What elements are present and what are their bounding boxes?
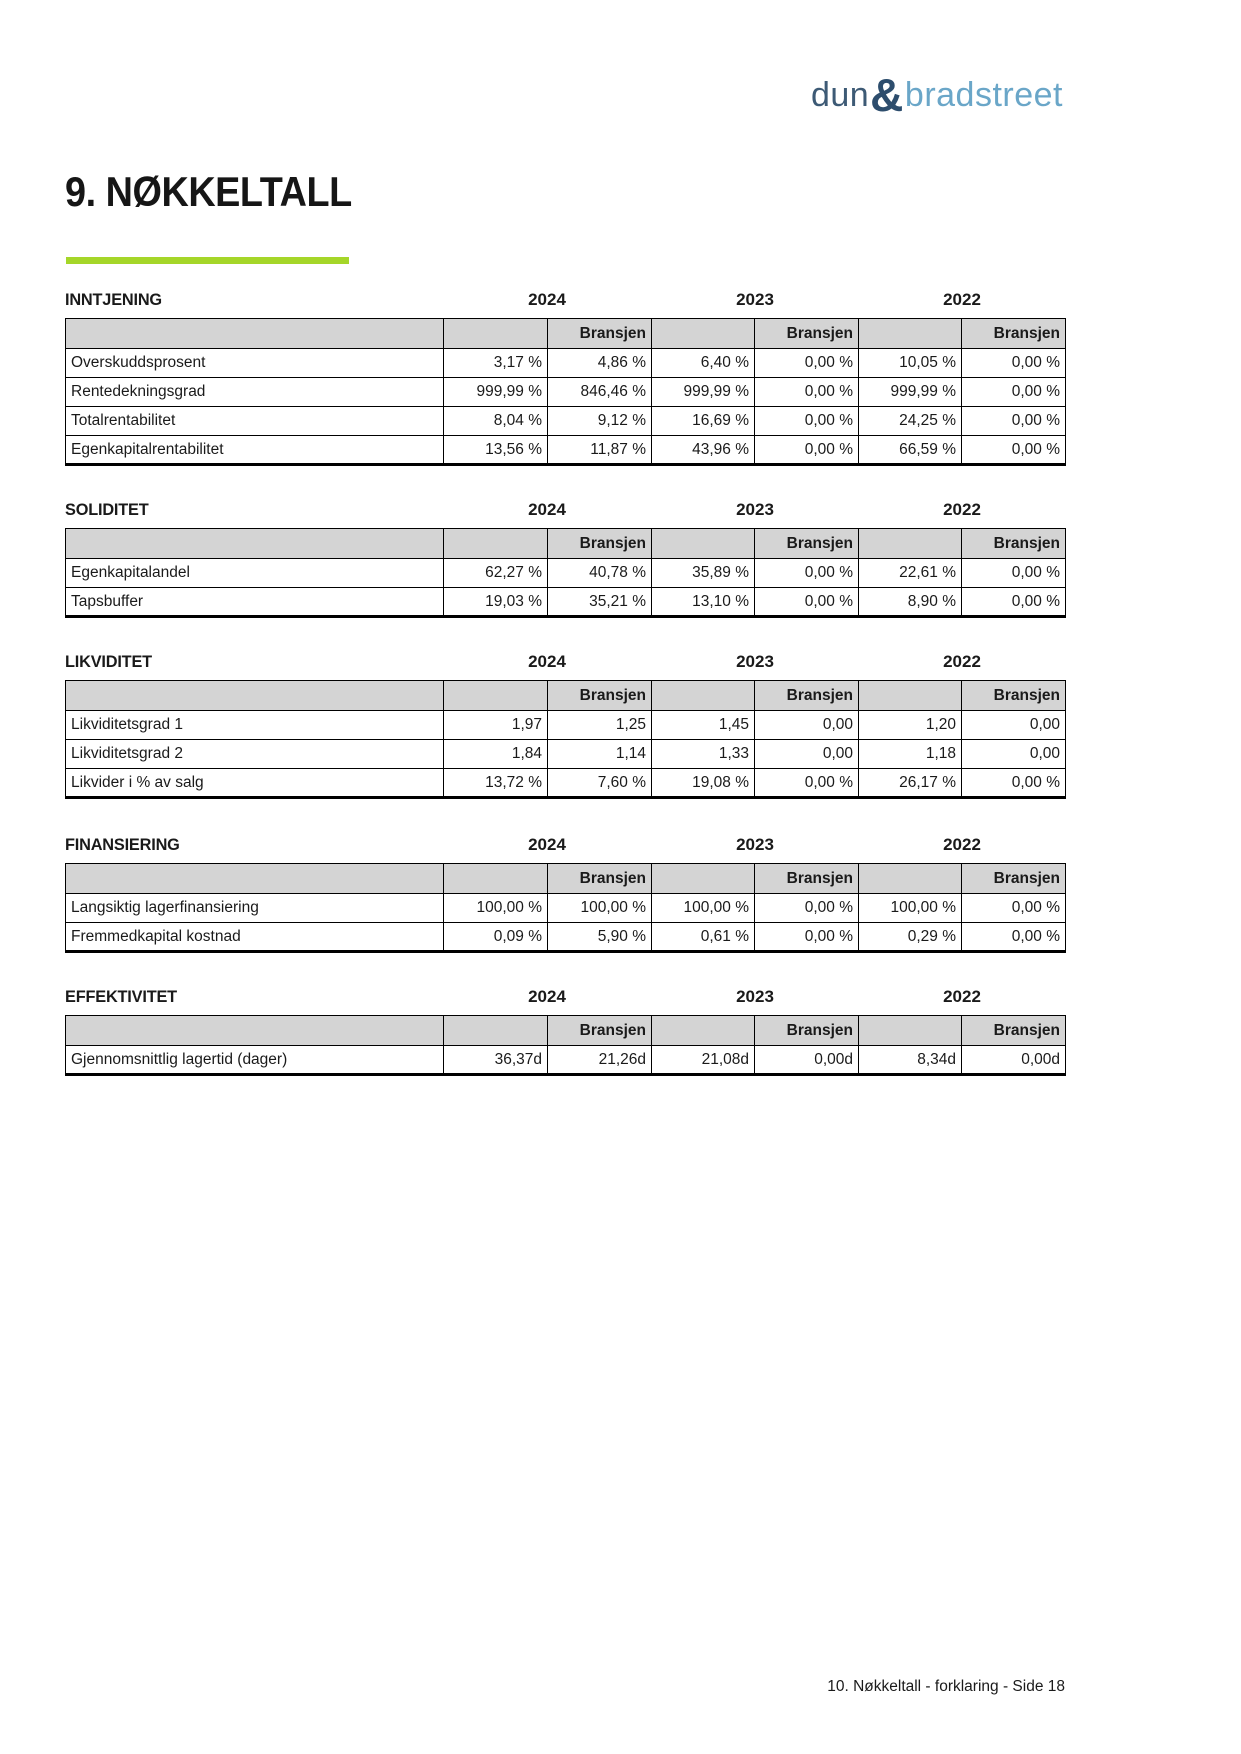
empty-header-cell: [652, 864, 755, 894]
table-row: [66, 711, 1066, 740]
industry-column-header: Bransjen: [962, 529, 1066, 559]
row-value: 8,90 %: [859, 588, 962, 617]
row-value: 100,00 %: [444, 894, 548, 923]
row-value: 0,00: [962, 711, 1066, 740]
logo-bradstreet-text: bradstreet: [904, 76, 1063, 114]
section-title: FINANSIERING: [65, 835, 180, 854]
industry-column-header: Bransjen: [962, 864, 1066, 894]
empty-header-cell: [444, 1016, 548, 1046]
empty-header-cell: [859, 1016, 962, 1046]
section-likviditet: [65, 652, 1065, 799]
section-finansiering: [65, 835, 1065, 953]
row-value: 0,00 %: [755, 349, 859, 378]
key-figures-table: [65, 318, 1066, 466]
table-header-row: [66, 319, 1066, 349]
industry-column-header: Bransjen: [755, 1016, 859, 1046]
table-row: [66, 588, 1066, 617]
row-label: Egenkapitalandel: [66, 559, 444, 588]
row-value: 0,61 %: [652, 923, 755, 952]
key-figures-table: [65, 863, 1066, 953]
table-header-row: [66, 529, 1066, 559]
section-header: [65, 835, 1065, 855]
empty-header-cell: [859, 864, 962, 894]
row-value: 1,84: [444, 740, 548, 769]
row-value: 0,00 %: [755, 769, 859, 798]
row-value: 0,09 %: [444, 923, 548, 952]
year-header: 2024: [528, 500, 566, 519]
table-row: [66, 923, 1066, 952]
year-header: 2024: [528, 835, 566, 854]
section-effektivitet: [65, 987, 1065, 1076]
empty-header-cell: [652, 1016, 755, 1046]
table-row: [66, 407, 1066, 436]
row-label: Overskuddsprosent: [66, 349, 444, 378]
row-label: Gjennomsnittlig lagertid (dager): [66, 1046, 444, 1075]
row-value: 999,99 %: [652, 378, 755, 407]
year-header: 2022: [943, 500, 981, 519]
row-label: Rentedekningsgrad: [66, 378, 444, 407]
logo-dun-text: dun: [810, 76, 870, 114]
year-header: 2024: [528, 987, 566, 1006]
year-header: 2023: [736, 835, 774, 854]
table-row: [66, 740, 1066, 769]
row-value: 1,25: [548, 711, 652, 740]
industry-column-header: Bransjen: [548, 681, 652, 711]
row-value: 5,90 %: [548, 923, 652, 952]
empty-header-cell: [859, 319, 962, 349]
row-value: 11,87 %: [548, 436, 652, 465]
table-header-row: [66, 681, 1066, 711]
row-label: Egenkapitalrentabilitet: [66, 436, 444, 465]
empty-header-cell: [652, 681, 755, 711]
row-value: 36,37d: [444, 1046, 548, 1075]
row-value: 8,34d: [859, 1046, 962, 1075]
page-title: 9. NØKKELTALL: [65, 168, 352, 215]
row-value: 1,20: [859, 711, 962, 740]
row-value: 22,61 %: [859, 559, 962, 588]
row-value: 0,00 %: [962, 923, 1066, 952]
row-value: 0,00: [755, 711, 859, 740]
empty-header-cell: [652, 529, 755, 559]
row-value: 35,21 %: [548, 588, 652, 617]
empty-header-cell: [444, 529, 548, 559]
row-value: 1,14: [548, 740, 652, 769]
row-value: 0,00 %: [962, 378, 1066, 407]
row-label: Likviditetsgrad 1: [66, 711, 444, 740]
year-header: 2023: [736, 290, 774, 309]
row-value: 13,10 %: [652, 588, 755, 617]
row-label: Likvider i % av salg: [66, 769, 444, 798]
row-value: 1,45: [652, 711, 755, 740]
row-value: 8,04 %: [444, 407, 548, 436]
dnb-logo: [811, 68, 1063, 122]
industry-column-header: Bransjen: [755, 681, 859, 711]
industry-column-header: Bransjen: [755, 319, 859, 349]
empty-header-cell: [66, 1016, 444, 1046]
section-header: [65, 652, 1065, 672]
row-value: 0,00: [755, 740, 859, 769]
row-value: 26,17 %: [859, 769, 962, 798]
row-value: 16,69 %: [652, 407, 755, 436]
row-value: 19,03 %: [444, 588, 548, 617]
section-title: SOLIDITET: [65, 500, 149, 519]
row-value: 999,99 %: [444, 378, 548, 407]
section-title: LIKVIDITET: [65, 652, 152, 671]
row-value: 0,00 %: [755, 378, 859, 407]
table-row: [66, 894, 1066, 923]
row-value: 0,00 %: [755, 559, 859, 588]
row-value: 0,00 %: [962, 769, 1066, 798]
empty-header-cell: [66, 864, 444, 894]
key-figures-table: [65, 528, 1066, 618]
row-value: 0,00d: [962, 1046, 1066, 1075]
row-value: 35,89 %: [652, 559, 755, 588]
empty-header-cell: [66, 529, 444, 559]
row-value: 0,00 %: [962, 894, 1066, 923]
table-row: [66, 349, 1066, 378]
row-value: 21,08d: [652, 1046, 755, 1075]
empty-header-cell: [444, 681, 548, 711]
row-value: 846,46 %: [548, 378, 652, 407]
row-value: 3,17 %: [444, 349, 548, 378]
table-header-row: [66, 864, 1066, 894]
row-value: 0,00 %: [755, 923, 859, 952]
row-value: 1,18: [859, 740, 962, 769]
year-header: 2022: [943, 987, 981, 1006]
row-value: 0,00 %: [755, 894, 859, 923]
row-value: 1,97: [444, 711, 548, 740]
section-title: INNTJENING: [65, 290, 162, 309]
row-value: 7,60 %: [548, 769, 652, 798]
row-value: 19,08 %: [652, 769, 755, 798]
row-value: 100,00 %: [652, 894, 755, 923]
row-value: 4,86 %: [548, 349, 652, 378]
industry-column-header: Bransjen: [962, 1016, 1066, 1046]
industry-column-header: Bransjen: [548, 319, 652, 349]
row-value: 21,26d: [548, 1046, 652, 1075]
table-row: [66, 436, 1066, 465]
section-header: [65, 500, 1065, 520]
industry-column-header: Bransjen: [962, 319, 1066, 349]
table-row: [66, 559, 1066, 588]
year-header: 2023: [736, 500, 774, 519]
row-value: 13,56 %: [444, 436, 548, 465]
row-value: 100,00 %: [548, 894, 652, 923]
empty-header-cell: [66, 681, 444, 711]
row-value: 0,00 %: [755, 407, 859, 436]
row-value: 0,00 %: [962, 559, 1066, 588]
title-accent-bar: [66, 257, 349, 264]
empty-header-cell: [859, 529, 962, 559]
row-value: 100,00 %: [859, 894, 962, 923]
logo-ampersand-icon: &: [870, 69, 904, 121]
empty-header-cell: [444, 864, 548, 894]
year-header: 2023: [736, 987, 774, 1006]
industry-column-header: Bransjen: [755, 864, 859, 894]
row-value: 9,12 %: [548, 407, 652, 436]
row-value: 1,33: [652, 740, 755, 769]
section-header: [65, 290, 1065, 310]
row-label: Likviditetsgrad 2: [66, 740, 444, 769]
row-value: 24,25 %: [859, 407, 962, 436]
table-row: [66, 769, 1066, 798]
row-label: Langsiktig lagerfinansiering: [66, 894, 444, 923]
year-header: 2022: [943, 652, 981, 671]
year-header: 2022: [943, 835, 981, 854]
row-value: 0,00 %: [755, 436, 859, 465]
table-row: [66, 1046, 1066, 1075]
empty-header-cell: [652, 319, 755, 349]
year-header: 2024: [528, 652, 566, 671]
industry-column-header: Bransjen: [548, 864, 652, 894]
row-value: 0,00 %: [962, 436, 1066, 465]
row-label: Tapsbuffer: [66, 588, 444, 617]
industry-column-header: Bransjen: [548, 1016, 652, 1046]
row-value: 0,29 %: [859, 923, 962, 952]
year-header: 2024: [528, 290, 566, 309]
section-header: [65, 987, 1065, 1007]
table-row: [66, 378, 1066, 407]
row-value: 999,99 %: [859, 378, 962, 407]
row-value: 13,72 %: [444, 769, 548, 798]
section-title: EFFEKTIVITET: [65, 987, 177, 1006]
row-value: 10,05 %: [859, 349, 962, 378]
year-header: 2022: [943, 290, 981, 309]
row-value: 0,00 %: [962, 407, 1066, 436]
row-value: 0,00: [962, 740, 1066, 769]
year-header: 2023: [736, 652, 774, 671]
empty-header-cell: [66, 319, 444, 349]
section-inntjening: [65, 290, 1065, 466]
table-header-row: [66, 1016, 1066, 1046]
section-soliditet: [65, 500, 1065, 618]
row-value: 6,40 %: [652, 349, 755, 378]
row-value: 62,27 %: [444, 559, 548, 588]
row-value: 40,78 %: [548, 559, 652, 588]
row-value: 0,00d: [755, 1046, 859, 1075]
empty-header-cell: [859, 681, 962, 711]
row-value: 0,00 %: [755, 588, 859, 617]
row-value: 66,59 %: [859, 436, 962, 465]
footer-text: 10. Nøkkeltall - forklaring - Side 18: [827, 1678, 1065, 1695]
industry-column-header: Bransjen: [962, 681, 1066, 711]
row-value: 0,00 %: [962, 588, 1066, 617]
row-label: Totalrentabilitet: [66, 407, 444, 436]
key-figures-table: [65, 680, 1066, 799]
empty-header-cell: [444, 319, 548, 349]
row-value: 43,96 %: [652, 436, 755, 465]
row-value: 0,00 %: [962, 349, 1066, 378]
industry-column-header: Bransjen: [548, 529, 652, 559]
key-figures-table: [65, 1015, 1066, 1076]
industry-column-header: Bransjen: [755, 529, 859, 559]
row-label: Fremmedkapital kostnad: [66, 923, 444, 952]
